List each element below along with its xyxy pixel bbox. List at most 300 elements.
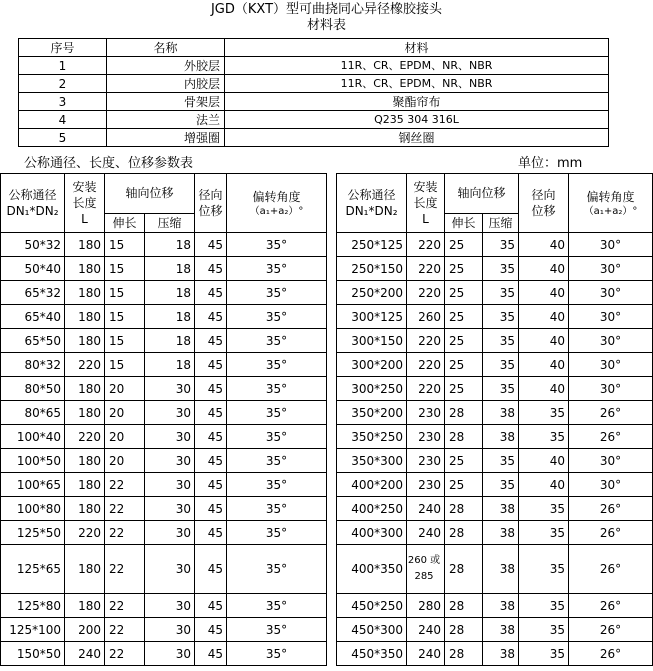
unit-caption: 单位：mm [518, 156, 583, 171]
document-title: JGD（KXT）型可曲挠同心异径橡胶接头 [210, 2, 443, 17]
cell-radial: 45 [195, 377, 227, 401]
cell-angle: 35° [227, 449, 327, 473]
table-row [1, 353, 327, 377]
cell-length: 240 [407, 497, 445, 521]
header-dn-sub: DN₁*DN₂ [6, 204, 59, 218]
cell-length: 240 [407, 642, 445, 666]
cell-radial: 40 [519, 233, 569, 257]
header-length-3: L [81, 212, 88, 226]
cell-angle: 26° [569, 594, 653, 618]
cell-dn: 100*65 [1, 473, 65, 497]
table-row [1, 425, 327, 449]
cell-radial: 45 [195, 353, 227, 377]
cell-angle: 26° [569, 497, 653, 521]
cell-length: 230 [407, 473, 445, 497]
header-no: 序号 [19, 39, 107, 57]
cell-length: 180 [65, 497, 105, 521]
cell-radial: 40 [519, 473, 569, 497]
cell-radial: 45 [195, 305, 227, 329]
cell-comp: 38 [483, 618, 519, 642]
header-axial: 轴向位移 [105, 174, 195, 214]
cell-dn: 250*150 [337, 257, 407, 281]
cell-dn: 100*50 [1, 449, 65, 473]
header-ext: 伸长 [105, 213, 145, 232]
cell-comp: 38 [483, 401, 519, 425]
cell-angle: 30° [569, 377, 653, 401]
cell-ext: 25 [445, 353, 483, 377]
cell-comp: 38 [483, 521, 519, 545]
cell-ext: 22 [105, 521, 145, 545]
cell-angle: 35° [227, 401, 327, 425]
cell-ext: 20 [105, 377, 145, 401]
cell-dn: 100*40 [1, 425, 65, 449]
cell-ext: 28 [445, 521, 483, 545]
table-row [19, 111, 609, 129]
cell-angle: 35° [227, 233, 327, 257]
header-ext: 伸长 [445, 213, 483, 232]
cell-ext: 25 [445, 305, 483, 329]
cell-length: 180 [65, 257, 105, 281]
row-material: 聚酯帘布 [225, 93, 609, 111]
cell-ext: 15 [105, 233, 145, 257]
cell-angle: 35° [227, 377, 327, 401]
table-row [337, 545, 653, 594]
cell-length: 220 [407, 233, 445, 257]
cell-radial: 45 [195, 545, 227, 594]
header-dn [337, 174, 407, 233]
cell-length: 260 或 285 [407, 545, 445, 594]
cell-ext: 28 [445, 642, 483, 666]
cell-radial: 35 [519, 545, 569, 594]
cell-angle: 26° [569, 618, 653, 642]
row-material: 11R、CR、EPDM、NR、NBR [225, 57, 609, 75]
cell-comp: 30 [145, 401, 195, 425]
materials-header-row [19, 39, 609, 57]
cell-radial: 45 [195, 401, 227, 425]
cell-length: 240 [407, 521, 445, 545]
cell-comp: 35 [483, 377, 519, 401]
cell-length: 180 [65, 545, 105, 594]
cell-ext: 20 [105, 401, 145, 425]
cell-radial: 35 [519, 401, 569, 425]
cell-length: 220 [407, 281, 445, 305]
cell-dn: 100*80 [1, 497, 65, 521]
cell-length: 180 [65, 233, 105, 257]
table-row [1, 642, 327, 666]
cell-comp: 30 [145, 545, 195, 594]
cell-length: 180 [65, 377, 105, 401]
cell-radial: 35 [519, 425, 569, 449]
cell-angle: 35° [227, 594, 327, 618]
table-row [337, 618, 653, 642]
table-row [337, 377, 653, 401]
cell-dn: 125*80 [1, 594, 65, 618]
cell-angle: 35° [227, 257, 327, 281]
cell-dn: 350*250 [337, 425, 407, 449]
table-row [1, 473, 327, 497]
table-row [337, 642, 653, 666]
cell-ext: 25 [445, 281, 483, 305]
cell-ext: 22 [105, 594, 145, 618]
header-radial-1: 径向 [531, 188, 556, 202]
cell-radial: 35 [519, 594, 569, 618]
cell-radial: 40 [519, 329, 569, 353]
header-radial [195, 174, 227, 233]
header-length-1: 安装 [72, 180, 97, 194]
cell-ext: 25 [445, 257, 483, 281]
cell-dn: 450*250 [337, 594, 407, 618]
table-row [337, 473, 653, 497]
cell-comp: 30 [145, 449, 195, 473]
cell-angle: 26° [569, 401, 653, 425]
cell-length: 240 [407, 618, 445, 642]
header-angle-1: 偏转角度 [586, 189, 635, 204]
cell-radial: 45 [195, 449, 227, 473]
cell-dn: 65*50 [1, 329, 65, 353]
cell-comp: 18 [145, 257, 195, 281]
cell-angle: 35° [227, 329, 327, 353]
cell-angle: 30° [569, 233, 653, 257]
cell-radial: 45 [195, 281, 227, 305]
cell-dn: 125*100 [1, 618, 65, 642]
cell-ext: 25 [445, 449, 483, 473]
table-row [1, 449, 327, 473]
table-row [337, 401, 653, 425]
cell-comp: 35 [483, 353, 519, 377]
cell-dn: 300*250 [337, 377, 407, 401]
row-material: 11R、CR、EPDM、NR、NBR [225, 75, 609, 93]
table-row [337, 257, 653, 281]
cell-comp: 38 [483, 497, 519, 521]
cell-length: 200 [65, 618, 105, 642]
table-row [1, 618, 327, 642]
cell-comp: 35 [483, 233, 519, 257]
cell-dn: 350*300 [337, 449, 407, 473]
cell-radial: 40 [519, 377, 569, 401]
cell-length: 220 [407, 329, 445, 353]
cell-comp: 30 [145, 497, 195, 521]
table-row [1, 257, 327, 281]
cell-ext: 20 [105, 425, 145, 449]
cell-angle: 30° [569, 281, 653, 305]
cell-ext: 15 [105, 329, 145, 353]
cell-angle: 35° [227, 473, 327, 497]
header-radial [519, 174, 569, 233]
cell-angle: 30° [569, 473, 653, 497]
params-table-right [336, 173, 653, 666]
cell-length: 230 [407, 401, 445, 425]
cell-ext: 28 [445, 425, 483, 449]
cell-ext: 22 [105, 618, 145, 642]
cell-ext: 20 [105, 449, 145, 473]
header-radial-2: 位移 [531, 204, 556, 218]
cell-radial: 45 [195, 425, 227, 449]
cell-length: 220 [65, 353, 105, 377]
table-row [1, 377, 327, 401]
cell-dn: 80*65 [1, 401, 65, 425]
header-length-1: 安装 [413, 180, 438, 194]
table-row [337, 497, 653, 521]
cell-angle: 35° [227, 521, 327, 545]
cell-dn: 65*40 [1, 305, 65, 329]
header-angle-sub: （a₁+a₂）° [583, 205, 638, 217]
cell-length: 280 [407, 594, 445, 618]
cell-angle: 35° [227, 281, 327, 305]
table-row [337, 353, 653, 377]
params-caption: 公称通径、长度、位移参数表 [24, 156, 194, 171]
cell-dn: 125*50 [1, 521, 65, 545]
cell-dn: 400*200 [337, 473, 407, 497]
cell-length: 240 [65, 642, 105, 666]
cell-dn: 150*50 [1, 642, 65, 666]
cell-length: 220 [65, 521, 105, 545]
cell-length: 180 [65, 281, 105, 305]
cell-radial: 40 [519, 449, 569, 473]
cell-ext: 28 [445, 618, 483, 642]
table-row [337, 329, 653, 353]
cell-length: 220 [407, 257, 445, 281]
cell-ext: 22 [105, 642, 145, 666]
header-dn-sub: DN₁*DN₂ [345, 204, 398, 218]
cell-radial: 35 [519, 497, 569, 521]
table-row [1, 521, 327, 545]
cell-length: 180 [65, 329, 105, 353]
cell-ext: 15 [105, 305, 145, 329]
header-length [407, 174, 445, 233]
row-name: 外胶层 [107, 57, 225, 75]
cell-dn: 250*125 [337, 233, 407, 257]
table-row [1, 594, 327, 618]
table-row [337, 449, 653, 473]
cell-ext: 22 [105, 497, 145, 521]
cell-comp: 35 [483, 473, 519, 497]
cell-length: 180 [65, 449, 105, 473]
cell-comp: 35 [483, 449, 519, 473]
row-no: 3 [19, 93, 107, 111]
cell-radial: 40 [519, 353, 569, 377]
cell-radial: 35 [519, 521, 569, 545]
table-row [337, 425, 653, 449]
cell-comp: 38 [483, 594, 519, 618]
cell-comp: 18 [145, 353, 195, 377]
cell-ext: 15 [105, 281, 145, 305]
row-material: Q235 304 316L [225, 111, 609, 129]
cell-angle: 35° [227, 497, 327, 521]
cell-ext: 28 [445, 401, 483, 425]
cell-comp: 35 [483, 329, 519, 353]
cell-angle: 26° [569, 642, 653, 666]
cell-length: 180 [65, 473, 105, 497]
table-row [19, 129, 609, 147]
cell-dn: 50*32 [1, 233, 65, 257]
cell-radial: 45 [195, 257, 227, 281]
header-angle [569, 174, 653, 233]
cell-angle: 35° [227, 618, 327, 642]
table-row [1, 305, 327, 329]
cell-comp: 30 [145, 594, 195, 618]
table-row [337, 521, 653, 545]
header-name: 名称 [107, 39, 225, 57]
cell-ext: 22 [105, 473, 145, 497]
cell-radial: 45 [195, 329, 227, 353]
cell-comp: 35 [483, 257, 519, 281]
table-row [1, 545, 327, 594]
cell-ext: 25 [445, 473, 483, 497]
row-no: 1 [19, 57, 107, 75]
cell-angle: 35° [227, 642, 327, 666]
cell-ext: 15 [105, 257, 145, 281]
header-material: 材料 [225, 39, 609, 57]
cell-comp: 30 [145, 521, 195, 545]
header-length-3: L [422, 212, 429, 226]
table-row [1, 497, 327, 521]
cell-angle: 30° [569, 305, 653, 329]
cell-angle: 26° [569, 545, 653, 594]
cell-angle: 35° [227, 305, 327, 329]
cell-comp: 18 [145, 305, 195, 329]
header-dn [1, 174, 65, 233]
header-comp: 压缩 [145, 213, 195, 232]
table-row [337, 594, 653, 618]
table-row [337, 305, 653, 329]
table-row [19, 75, 609, 93]
row-no: 2 [19, 75, 107, 93]
cell-length: 180 [65, 594, 105, 618]
cell-radial: 40 [519, 305, 569, 329]
cell-dn: 250*200 [337, 281, 407, 305]
cell-angle: 30° [569, 353, 653, 377]
row-name: 增强圈 [107, 129, 225, 147]
header-dn-label: 公称通径 [8, 188, 57, 202]
cell-angle: 26° [569, 425, 653, 449]
cell-radial: 45 [195, 594, 227, 618]
header-dn-label: 公称通径 [347, 188, 396, 202]
cell-dn: 400*300 [337, 521, 407, 545]
cell-ext: 28 [445, 545, 483, 594]
table-row [1, 233, 327, 257]
header-length [65, 174, 105, 233]
header-length-2: 长度 [413, 196, 438, 210]
row-no: 5 [19, 129, 107, 147]
cell-dn: 450*300 [337, 618, 407, 642]
cell-comp: 18 [145, 281, 195, 305]
table-row [19, 93, 609, 111]
cell-comp: 38 [483, 642, 519, 666]
table-row [337, 233, 653, 257]
materials-table [18, 38, 609, 147]
table-row [1, 401, 327, 425]
header-comp: 压缩 [483, 213, 519, 232]
header-length-2: 长度 [72, 196, 97, 210]
cell-comp: 38 [483, 425, 519, 449]
header-radial-2: 位移 [198, 204, 223, 218]
cell-radial: 45 [195, 473, 227, 497]
cell-comp: 35 [483, 281, 519, 305]
table-row [1, 329, 327, 353]
cell-comp: 30 [145, 473, 195, 497]
header-axial: 轴向位移 [445, 174, 519, 214]
cell-length: 230 [407, 449, 445, 473]
cell-dn: 400*250 [337, 497, 407, 521]
cell-dn: 125*65 [1, 545, 65, 594]
cell-comp: 30 [145, 618, 195, 642]
row-name: 内胶层 [107, 75, 225, 93]
cell-ext: 25 [445, 233, 483, 257]
header-angle-sub: （a₁+a₂）° [249, 205, 304, 217]
table-row [19, 57, 609, 75]
cell-length: 260 [407, 305, 445, 329]
cell-angle: 35° [227, 425, 327, 449]
cell-comp: 30 [145, 425, 195, 449]
cell-length: 220 [407, 377, 445, 401]
cell-angle: 30° [569, 329, 653, 353]
header-angle-1: 偏转角度 [252, 189, 301, 204]
cell-length: 180 [65, 401, 105, 425]
header-angle [227, 174, 327, 233]
cell-angle: 30° [569, 257, 653, 281]
cell-angle: 35° [227, 353, 327, 377]
cell-radial: 45 [195, 521, 227, 545]
cell-length: 230 [407, 425, 445, 449]
cell-radial: 45 [195, 618, 227, 642]
cell-radial: 40 [519, 257, 569, 281]
table-row [1, 281, 327, 305]
cell-dn: 300*125 [337, 305, 407, 329]
cell-dn: 450*350 [337, 642, 407, 666]
cell-comp: 18 [145, 329, 195, 353]
params-table-left [0, 173, 327, 666]
cell-comp: 18 [145, 233, 195, 257]
cell-dn: 80*50 [1, 377, 65, 401]
cell-dn: 350*200 [337, 401, 407, 425]
cell-ext: 15 [105, 353, 145, 377]
row-name: 骨架层 [107, 93, 225, 111]
cell-dn: 65*32 [1, 281, 65, 305]
cell-comp: 35 [483, 305, 519, 329]
cell-dn: 300*200 [337, 353, 407, 377]
cell-angle: 30° [569, 449, 653, 473]
params-header-row [1, 174, 327, 214]
cell-radial: 45 [195, 233, 227, 257]
cell-ext: 22 [105, 545, 145, 594]
cell-ext: 25 [445, 377, 483, 401]
cell-comp: 30 [145, 642, 195, 666]
cell-comp: 30 [145, 377, 195, 401]
cell-ext: 28 [445, 497, 483, 521]
header-radial-1: 径向 [198, 188, 223, 202]
cell-comp: 38 [483, 545, 519, 594]
cell-angle: 26° [569, 521, 653, 545]
cell-radial: 40 [519, 281, 569, 305]
cell-ext: 25 [445, 329, 483, 353]
cell-dn: 50*40 [1, 257, 65, 281]
row-material: 钢丝圈 [225, 129, 609, 147]
row-no: 4 [19, 111, 107, 129]
cell-length: 220 [65, 425, 105, 449]
cell-dn: 80*32 [1, 353, 65, 377]
cell-angle: 35° [227, 545, 327, 594]
cell-radial: 35 [519, 642, 569, 666]
cell-radial: 45 [195, 642, 227, 666]
cell-radial: 45 [195, 497, 227, 521]
cell-length: 180 [65, 305, 105, 329]
cell-dn: 400*350 [337, 545, 407, 594]
cell-dn: 300*150 [337, 329, 407, 353]
cell-ext: 28 [445, 594, 483, 618]
materials-table-title: 材料表 [306, 18, 346, 33]
table-row [337, 281, 653, 305]
row-name: 法兰 [107, 111, 225, 129]
